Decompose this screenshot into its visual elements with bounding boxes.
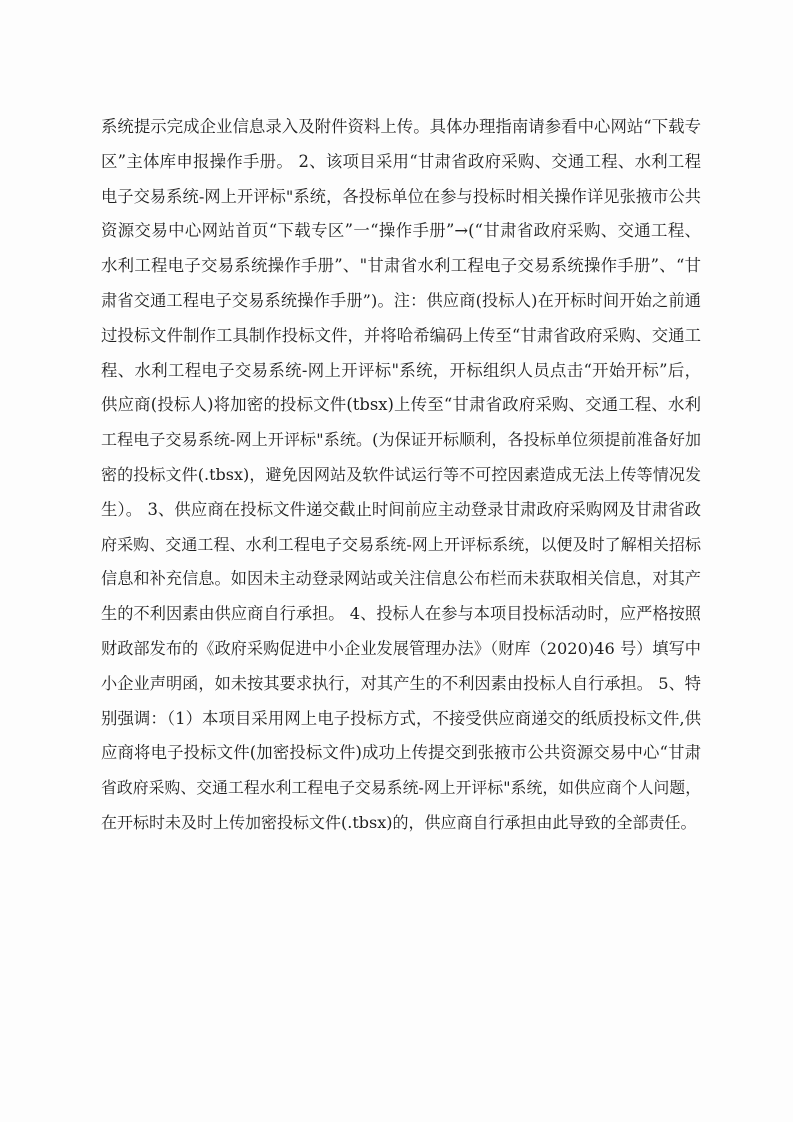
text-line-6: 肃省交通工程电子交易系统操作手册”)。注：供应商(投标人)在开标时间开始之前通 — [101, 290, 701, 310]
text-line-18: 别强调：（1）本项目采用网上电子投标方式，不接受供应商递交的纸质投标文件,供 — [101, 708, 701, 728]
document-body — [101, 110, 701, 841]
text-line-15: 生的不利因素由供应商自行承担。 4、投标人在参与本项目投标活动时，应严格按照 — [101, 604, 701, 624]
text-line-11: 密的投标文件(.tbsx)，避免因网站及软件试运行等不可控因素造成无法上传等情况发 — [101, 464, 701, 484]
text-line-20: 省政府采购、交通工程水利工程电子交易系统-网上开评标"系统，如供应商个人问题， — [101, 778, 701, 798]
text-line-13: 府采购、交通工程、水利工程电子交易系统-网上开评标系统，以便及时了解相关招标 — [101, 534, 701, 554]
text-line-3: 电子交易系统-网上开评标"系统，各投标单位在参与投标时相关操作详见张掖市公共 — [101, 186, 701, 206]
text-line-21: 在开标时未及时上传加密投标文件(.tbsx)的，供应商自行承担由此导致的全部责任。 — [101, 812, 697, 832]
text-line-9: 供应商(投标人)将加密的投标文件(tbsx)上传至“甘肃省政府采购、交通工程、水利 — [101, 395, 701, 415]
text-line-17: 小企业声明函，如未按其要求执行，对其产生的不利因素由投标人自行承担。 5、特 — [101, 673, 701, 693]
text-line-1: 系统提示完成企业信息录入及附件资料上传。具体办理指南请参看中心网站“下载专 — [101, 117, 701, 136]
text-line-7: 过投标文件制作工具制作投标文件，并将哈希编码上传至“甘肃省政府采购、交通工 — [101, 325, 701, 345]
text-line-19: 应商将电子投标文件(加密投标文件)成功上传提交到张掖市公共资源交易中心“甘肃 — [101, 743, 701, 763]
text-line-2: 区”主体库申报操作手册。 2、该项目采用“甘肃省政府采购、交通工程、水利工程 — [101, 151, 701, 171]
text-line-16: 财政部发布的《政府采购促进中小企业发展管理办法》（财库（2020)46 号）填写中 — [101, 638, 701, 658]
text-line-5: 水利工程电子交易系统操作手册”、"甘肃省水利工程电子交易系统操作手册”、“甘 — [101, 256, 701, 276]
text-line-4: 资源交易中心网站首页“下载专区”一“操作手册”→(“甘肃省政府采购、交通工程、 — [101, 221, 701, 241]
text-line-12: 生）。 3、供应商在投标文件递交截止时间前应主动登录甘肃政府采购网及甘肃省政 — [101, 499, 701, 519]
text-line-10: 工程电子交易系统-网上开评标"系统。(为保证开标顺利，各投标单位须提前准备好加 — [101, 430, 701, 450]
text-line-14: 信息和补充信息。如因未主动登录网站或关注信息公布栏而未获取相关信息，对其产 — [101, 569, 701, 589]
text-line-8: 程、水利工程电子交易系统-网上开评标"系统，开标组织人员点击“开始开标”后， — [101, 360, 701, 380]
